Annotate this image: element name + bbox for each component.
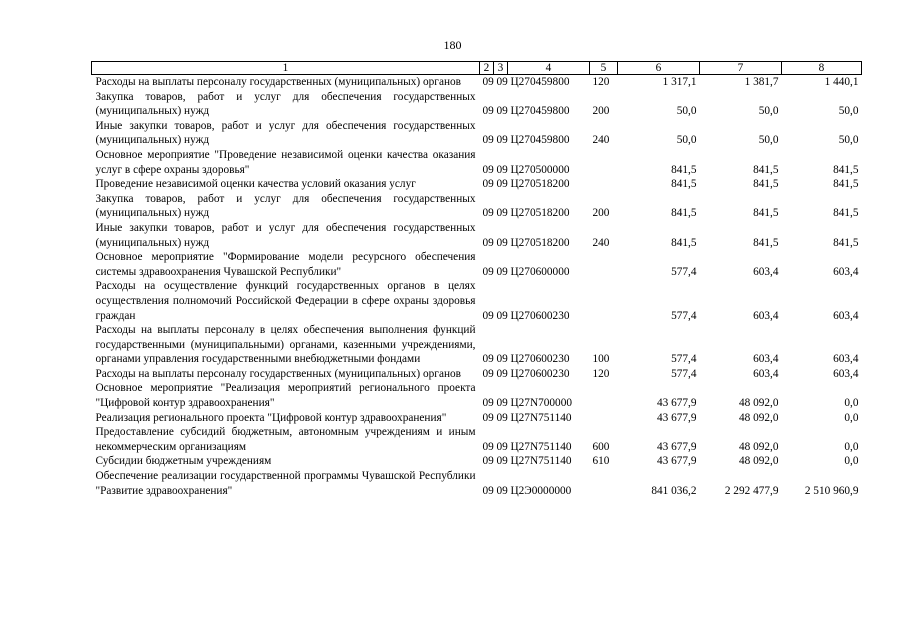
row-amount-3-cell: 841,5 xyxy=(833,178,859,191)
row-name-cell: Основное мероприятие "Проведение независимой оценки качества оказания услуг в сфере охраны здоровья" xyxy=(95,148,476,176)
row-amount-3-cell: 603,4 xyxy=(833,309,859,322)
row-expense-type-cell xyxy=(590,177,618,192)
row-name-cell: Закупка товаров, работ и услуг для обеспечения государственных (муниципальных) нужд xyxy=(95,90,476,118)
row-target-article-cell: Ц27N751140 xyxy=(510,411,572,424)
row-expense-type-cell: 610 xyxy=(592,455,610,468)
row-amount-3-cell: 841,5 xyxy=(833,236,859,249)
row-subsection-cell: 09 xyxy=(496,265,508,278)
row-amount-3-cell: 50,0 xyxy=(838,134,859,147)
row-name-cell: Реализация регионального проекта "Цифровой контур здравоохранения" xyxy=(95,411,447,424)
row-amount-1-cell: 841,5 xyxy=(671,236,697,249)
table-row xyxy=(92,250,862,279)
row-name-cell: Расходы на выплаты персоналу государственных (муниципальных) органов xyxy=(95,367,461,380)
row-subsection-cell: 09 xyxy=(496,236,508,249)
column-header: 7 xyxy=(700,62,782,75)
row-amount-2-cell: 603,4 xyxy=(753,265,779,278)
row-name-cell: Иные закупки товаров, работ и услуг для обеспечения государственных (муниципальных) нужд xyxy=(95,221,476,249)
row-amount-2-cell: 841,5 xyxy=(753,236,779,249)
row-name-cell: Основное мероприятие "Реализация мероприятий регионального проекта "Цифровой контур здравоохранения" xyxy=(95,382,476,410)
table-row xyxy=(92,454,862,469)
row-subsection-cell: 09 xyxy=(496,207,508,220)
table-row xyxy=(92,177,862,192)
table-row xyxy=(92,381,862,410)
row-amount-1-cell: 577,4 xyxy=(671,353,697,366)
row-amount-3-cell: 603,4 xyxy=(833,353,859,366)
row-amount-1-cell: 50,0 xyxy=(676,134,697,147)
row-amount-1-cell: 841 036,2 xyxy=(651,484,697,497)
row-amount-3-cell: 0,0 xyxy=(844,397,859,410)
row-name-cell: Расходы на осуществление функций государственных органов в целях осуществления полномочий Российской Федерации в сфере охраны здоровья граждан xyxy=(95,280,476,322)
row-amount-1-cell: 577,4 xyxy=(671,309,697,322)
row-target-article-cell: Ц27N700000 xyxy=(510,397,573,410)
row-amount-2-cell: 48 092,0 xyxy=(738,440,779,453)
table-body xyxy=(92,75,862,499)
row-amount-2-cell: 603,4 xyxy=(753,367,779,380)
row-amount-3-cell: 603,4 xyxy=(833,367,859,380)
row-expense-type-cell: 240 xyxy=(592,134,610,147)
table-row xyxy=(92,148,862,177)
row-section-cell: 09 xyxy=(482,309,494,322)
row-target-article-cell: Ц270600000 xyxy=(510,265,570,278)
column-header: 6 xyxy=(618,62,700,75)
row-section-cell: 09 xyxy=(482,397,494,410)
row-name-cell: Проведение независимой оценки качества условий оказания услуг xyxy=(95,178,416,191)
row-target-article-cell: Ц270518200 xyxy=(510,207,570,220)
row-subsection-cell: 09 xyxy=(496,397,508,410)
row-amount-2-cell: 603,4 xyxy=(753,353,779,366)
column-header: 2 xyxy=(480,62,494,75)
row-amount-1-cell: 841,5 xyxy=(671,163,697,176)
row-subsection-cell: 09 xyxy=(496,309,508,322)
row-expense-type-cell: 240 xyxy=(592,236,610,249)
row-expense-type-cell: 200 xyxy=(592,207,610,220)
row-target-article-cell: Ц270600230 xyxy=(510,367,570,380)
row-expense-type-cell xyxy=(590,411,618,426)
row-amount-2-cell: 841,5 xyxy=(753,207,779,220)
row-section-cell: 09 xyxy=(482,455,494,468)
row-section-cell: 09 xyxy=(482,207,494,220)
row-amount-1-cell: 841,5 xyxy=(671,207,697,220)
row-target-article-cell: Ц27N751140 xyxy=(510,440,572,453)
table-row xyxy=(92,192,862,221)
row-target-article-cell: Ц270600230 xyxy=(510,353,570,366)
row-section-cell: 09 xyxy=(482,178,494,191)
row-amount-1-cell: 1 317,1 xyxy=(662,76,697,88)
row-section-cell: 09 xyxy=(482,163,494,176)
column-header: 3 xyxy=(494,62,508,75)
row-amount-1-cell: 43 677,9 xyxy=(656,397,697,410)
table-row xyxy=(92,411,862,426)
page-number: 180 xyxy=(443,38,462,52)
column-header: 4 xyxy=(508,62,590,75)
row-section-cell: 09 xyxy=(482,236,494,249)
row-target-article-cell: Ц27N751140 xyxy=(510,455,572,468)
row-expense-type-cell: 100 xyxy=(592,353,610,366)
row-amount-3-cell: 2 510 960,9 xyxy=(804,484,859,497)
row-subsection-cell: 09 xyxy=(496,411,508,424)
table-row xyxy=(92,367,862,382)
row-amount-2-cell: 48 092,0 xyxy=(738,411,779,424)
row-amount-1-cell: 43 677,9 xyxy=(656,411,697,424)
row-subsection-cell: 09 xyxy=(496,440,508,453)
row-amount-3-cell: 50,0 xyxy=(838,105,859,118)
row-amount-2-cell: 48 092,0 xyxy=(738,397,779,410)
row-expense-type-cell xyxy=(590,148,618,177)
row-subsection-cell: 09 xyxy=(496,455,508,468)
table-row xyxy=(92,279,862,323)
row-target-article-cell: Ц270459800 xyxy=(510,105,570,118)
row-target-article-cell: Ц270500000 xyxy=(510,163,570,176)
row-section-cell: 09 xyxy=(482,440,494,453)
row-expense-type-cell: 200 xyxy=(592,105,610,118)
row-section-cell: 09 xyxy=(482,367,494,380)
row-expense-type-cell: 600 xyxy=(592,440,610,453)
table-row xyxy=(92,323,862,367)
budget-table xyxy=(91,61,862,498)
row-amount-3-cell: 841,5 xyxy=(833,163,859,176)
column-header: 1 xyxy=(92,62,480,75)
row-section-cell: 09 xyxy=(482,411,494,424)
row-target-article-cell: Ц270600230 xyxy=(510,309,570,322)
row-amount-1-cell: 577,4 xyxy=(671,265,697,278)
row-subsection-cell: 09 xyxy=(496,178,508,191)
row-expense-type-cell xyxy=(590,250,618,279)
row-subsection-cell: 09 xyxy=(496,353,508,366)
row-name-cell: Расходы на выплаты персоналу государственных (муниципальных) органов xyxy=(95,76,461,88)
row-section-cell: 09 xyxy=(482,76,494,88)
column-number-row xyxy=(92,62,862,75)
row-subsection-cell: 09 xyxy=(496,163,508,176)
row-name-cell: Расходы на выплаты персоналу в целях обеспечения выполнения функций государственными (муниципальными) органами, казенными учреждениями, органами управления государственными внебюджетными фондами xyxy=(95,324,476,366)
row-name-cell: Предоставление субсидий бюджетным, автономным учреждениям и иным некоммерческим организациям xyxy=(95,426,476,453)
row-amount-2-cell: 50,0 xyxy=(758,105,779,118)
row-amount-2-cell: 841,5 xyxy=(753,178,779,191)
row-section-cell: 09 xyxy=(482,105,494,118)
row-target-article-cell: Ц270459800 xyxy=(510,76,570,88)
row-amount-3-cell: 0,0 xyxy=(844,440,859,453)
row-target-article-cell: Ц2Э0000000 xyxy=(510,484,572,497)
table-row xyxy=(92,90,862,119)
row-amount-2-cell: 1 381,7 xyxy=(744,76,779,88)
column-header: 5 xyxy=(590,62,618,75)
row-expense-type-cell: 120 xyxy=(592,76,610,88)
row-amount-2-cell: 2 292 477,9 xyxy=(724,484,779,497)
row-expense-type-cell xyxy=(590,469,618,498)
row-amount-1-cell: 50,0 xyxy=(676,105,697,118)
row-name-cell: Закупка товаров, работ и услуг для обеспечения государственных (муниципальных) нужд xyxy=(95,192,476,220)
row-section-cell: 09 xyxy=(482,134,494,147)
row-expense-type-cell: 120 xyxy=(592,367,610,380)
row-amount-3-cell: 0,0 xyxy=(844,455,859,468)
row-name-cell: Обеспечение реализации государственной программы Чувашской Республики "Развитие здравоохранения" xyxy=(95,470,476,497)
row-section-cell: 09 xyxy=(482,353,494,366)
table-row xyxy=(92,221,862,250)
row-section-cell: 09 xyxy=(482,265,494,278)
row-section-cell: 09 xyxy=(482,484,494,497)
row-subsection-cell: 09 xyxy=(496,484,508,497)
row-target-article-cell: Ц270518200 xyxy=(510,236,570,249)
row-amount-2-cell: 603,4 xyxy=(753,309,779,322)
row-amount-3-cell: 603,4 xyxy=(833,265,859,278)
table-row xyxy=(92,119,862,148)
row-name-cell: Иные закупки товаров, работ и услуг для обеспечения государственных (муниципальных) нужд xyxy=(95,119,476,147)
column-header: 8 xyxy=(782,62,862,75)
row-amount-3-cell: 841,5 xyxy=(833,207,859,220)
row-amount-2-cell: 841,5 xyxy=(753,163,779,176)
row-subsection-cell: 09 xyxy=(496,105,508,118)
row-expense-type-cell xyxy=(590,381,618,410)
table-row xyxy=(92,425,862,454)
row-amount-2-cell: 50,0 xyxy=(758,134,779,147)
row-name-cell: Основное мероприятие "Формирование модели ресурсного обеспечения системы здравоохранения Чувашской Республики" xyxy=(95,251,476,278)
row-subsection-cell: 09 xyxy=(496,367,508,380)
table-row xyxy=(92,75,862,90)
row-target-article-cell: Ц270518200 xyxy=(510,178,570,191)
row-amount-2-cell: 48 092,0 xyxy=(738,455,779,468)
row-amount-1-cell: 43 677,9 xyxy=(656,440,697,453)
row-subsection-cell: 09 xyxy=(496,76,508,88)
row-amount-1-cell: 841,5 xyxy=(671,178,697,191)
table-row xyxy=(92,469,862,498)
row-amount-3-cell: 0,0 xyxy=(844,411,859,424)
row-expense-type-cell xyxy=(590,279,618,323)
row-target-article-cell: Ц270459800 xyxy=(510,134,570,147)
row-amount-1-cell: 577,4 xyxy=(671,367,697,380)
row-amount-3-cell: 1 440,1 xyxy=(824,76,859,88)
row-name-cell: Субсидии бюджетным учреждениям xyxy=(95,455,272,468)
row-amount-1-cell: 43 677,9 xyxy=(656,455,697,468)
row-subsection-cell: 09 xyxy=(496,134,508,147)
